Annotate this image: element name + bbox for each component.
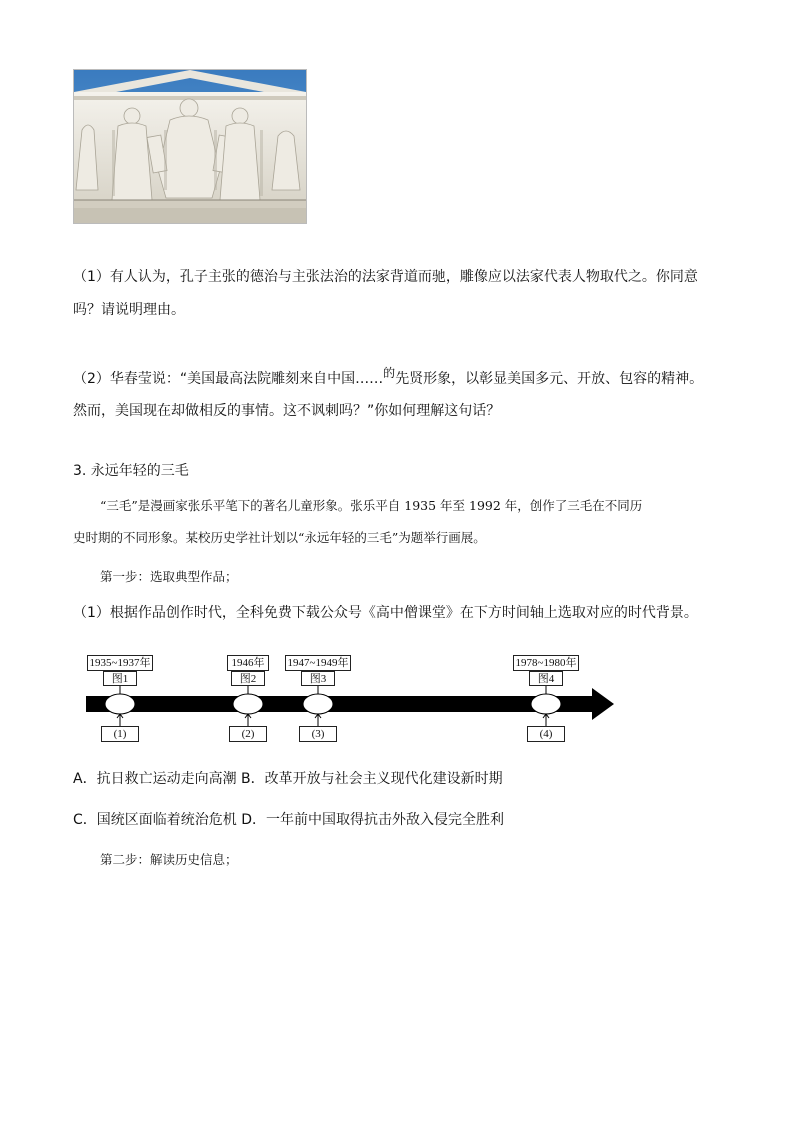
timeline-slot-3: (3)	[299, 726, 337, 742]
section-3-title: 3. 永远年轻的三毛	[73, 463, 189, 479]
question-2-line-1	[73, 366, 704, 389]
timeline-slot-1: (1)	[101, 726, 139, 742]
question-1-line-1: （1）有人认为，孔子主张的德治与主张法治的法家背道而驰，雕像应以法家代表人物取代之。你同意	[73, 269, 698, 285]
timeline	[80, 650, 620, 746]
timeline-slot-2: (2)	[229, 726, 267, 742]
options-line-2: C．国统区面临着统治危机 D．一年前中国取得抗击外敌入侵完全胜利	[73, 812, 505, 828]
question-1-line-2: 吗？请说明理由。	[73, 302, 185, 318]
question-2-sup: 的	[383, 366, 396, 380]
section-3-intro-line-1: “三毛”是漫画家张乐平笔下的著名儿童形象。张乐平自 1935 年至 1992 年，创作了三毛在不同历	[100, 498, 643, 513]
question-2-text-a: （2）华春莹说：“美国最高法院雕刻来自中国……	[73, 371, 384, 387]
step-1-label: 第一步：选取典型作品；	[100, 569, 238, 584]
timeline-year-4: 1978~1980年	[513, 655, 579, 671]
question-2-line-2: 然而，美国现在却做相反的事情。这不讽刺吗？”你如何理解这句话？	[73, 403, 501, 419]
timeline-year-2: 1946年	[227, 655, 269, 671]
section-3-intro-line-2: 史时期的不同形象。某校历史学社计划以“永远年轻的三毛”为题举行画展。	[73, 530, 486, 545]
step-2-label: 第二步：解读历史信息；	[100, 852, 238, 867]
timeline-slot-4: (4)	[527, 726, 565, 742]
timeline-figure-3: 图3	[301, 671, 335, 686]
timeline-year-3: 1947~1949年	[285, 655, 351, 671]
options-line-1: A．抗日救亡运动走向高潮 B．改革开放与社会主义现代化建设新时期	[73, 771, 503, 787]
pediment-sculpture-photo	[73, 69, 307, 224]
question-2-text-b: 先贤形象，以彰显美国多元、开放、包容的精神。	[395, 371, 704, 387]
timeline-figure-1: 图1	[103, 671, 137, 686]
timeline-year-1: 1935~1937年	[87, 655, 153, 671]
timeline-figure-2: 图2	[231, 671, 265, 686]
timeline-figure-4: 图4	[529, 671, 563, 686]
section-3-question-1: （1）根据作品创作时代，全科免费下载公众号《高中僧课堂》在下方时间轴上选取对应的时代背景。	[73, 605, 698, 621]
